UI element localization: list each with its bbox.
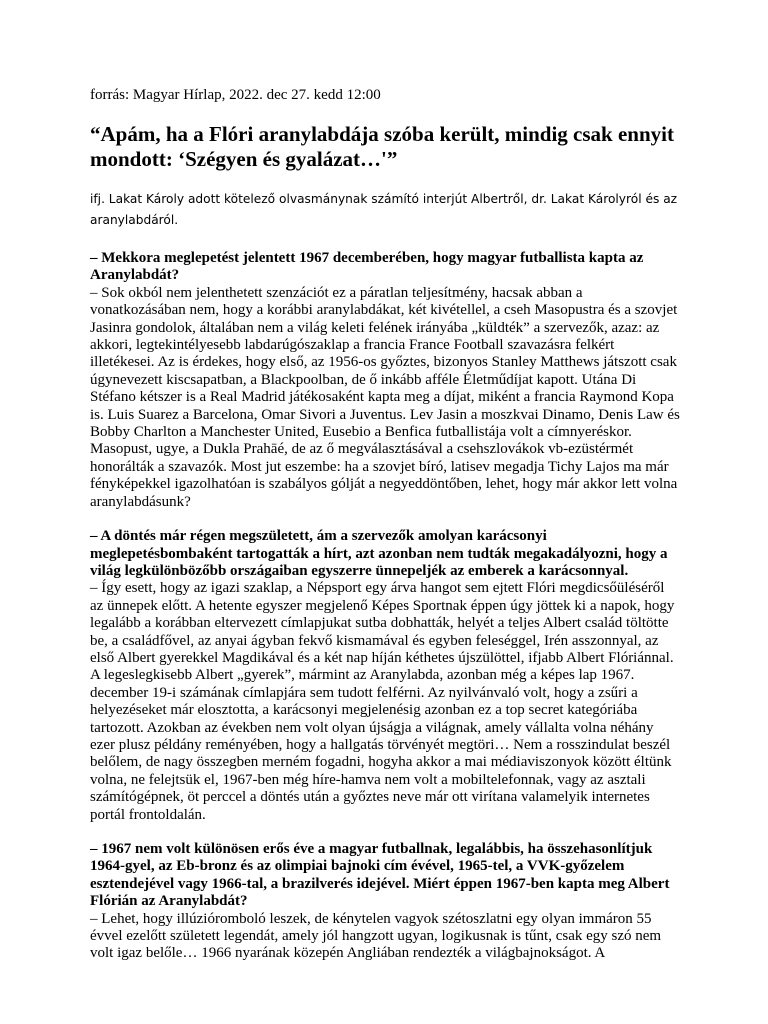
interview-answer: – Így esett, hogy az igazi szaklap, a Népsport egy árva hangot sem ejtett Flóri megdicsőüléséről az ünnepek előtt. A hetente egyszer megjelenő Képes Sportnak éppen úgy jöttek ki a napok, hogy legalább a korábban eltervezett címlapjukat sutba dobhatták, helyét a teljes Albert család töltötte be, a családfővel, az anyai ágyban fekvő kismamával és egyben feleséggel, Irén asszonnyal, az első Albert gyerekkel Magdikával és a két nap híján kéthetes újszülöttel, ifjabb Albert Flóriánnal. A legeslegkisebb Albert „gyerek”, mármint az Aranylabda, azonban még a képes lap 1967. december 19-i számának címlapjára sem tudott felférni. Az nyilvánvaló volt, hogy a zsűri a helyezéseket már elosztotta, a karácsonyi megjelenésig azonban ez a top secret kategóriába tartozott. Azokban az években nem volt olyan újságja a világnak, amely vállalta volna néhány ezer plusz példány reményében, hogy a hallgatás törvényét megtöri… Nem a rosszindulat beszél belőlem, de nagy összegben merném fogadni, hogyha akkor a mai médiaviszonyok között éltünk volna, ne felejtsük el, 1967-ben még híre-hamva nem volt a mobiltelefonnak, vagy az asztali számítógépnek, öt perccel a döntés után a győztes neve már ott virítana valamelyik internetes portál frontoldalán. [90, 580, 675, 823]
interview-question: – 1967 nem volt különösen erős éve a magyar futballnak, legalábbis, ha összehasonlítjuk 1964-gyel, az Eb-bronz és az olimpiai bajnoki cím évével, 1965-tel, a VVK-győzelem esztendejével vagy 1966-tal, a brazilverés idejével. Miért éppen 1967-ben kapta meg Albert Flórián az Aranylabdát? [90, 841, 670, 910]
interview-block-1 [90, 250, 680, 511]
article-headline: “Apám, ha a Flóri aranylabdája szóba került, mindig csak ennyit mondott: ‘Szégyen és gyalázat…'” [90, 122, 674, 171]
interview-answer: – Lehet, hogy illúzióromboló leszek, de kénytelen vagyok szétoszlatni egy olyan immáron 55 évvel ezelőtt született legendát, amely jól hangzott ugyan, logikusnak is tűnt, csak egy szó nem volt igaz belőle… 1966 nyarának közepén Angliában rendezték a világbajnokságot. A [90, 910, 662, 962]
interview-answer: – Sok okból nem jelenthetett szenzációt ez a páratlan teljesítmény, hacsak abban a vonatkozásában nem, hogy a korábbi aranylabdákat, két kivétellel, a cseh Masopustra és a szovjet Jasinra gondolok, általában nem a világ keleti felének irányába „küldték” a szervezők, azaz: az akkori, legtekintélyesebb labdarúgószaklap a francia France Football szavazásra felkért illetékesei. Az is érdekes, hogy első, az 1956-os győztes, bizonyos Stanley Matthews játszott csak úgynevezett kiscsapatban, a Blackpoolban, de ő inkább afféle Életműdíjat kapott. Utána Di Stéfano kétszer is a Real Madrid játékosaként kapta meg a díjat, miként a francia Raymond Kopa is. Luis Suarez a Barcelona, Omar Sivori a Juventus. Lev Jasin a moszkvai Dinamo, Denis Law és Bobby Charlton a Manchester United, Eusebio a Benfica futballistája volt a címnyeréskor. Masopust, ugye, a Dukla Prahāé, de az ő megválasztásával a csehszlovákok vb-ezüstérmét honorálták a szavazók. Most jut eszembe: ha a szovjet bíró, latisev megadja Tichy Lajos ma már fényképekkel igazolhatóan is szabályos gólját a negyeddöntőben, lehet, hogy már akkor lett volna aranylabdásunk? [90, 284, 680, 510]
interview-block-2 [90, 528, 680, 824]
article-lead: ifj. Lakat Károly adott kötelező olvasmánynak számító interjút Albertről, dr. Lakat Károlyról és az aranylabdáról. [90, 192, 678, 227]
interview-question: – A döntés már régen megszületett, ám a szervezők amolyan karácsonyi meglepetésbombaként tartogatták a hírt, azt azonban nem tudták megakadályozni, hogy a világ legkülönbözőbb országaiban egyszerre ünnepeljék az emberek a karácsonnyal. [90, 528, 668, 579]
interview-question: – Mekkora meglepetést jelentett 1967 decemberében, hogy magyar futballista kapta az Aranylabdát? [90, 250, 644, 284]
source-line: forrás: Magyar Hírlap, 2022. dec 27. kedd 12:00 [90, 87, 381, 103]
interview-block-3 [90, 841, 680, 963]
